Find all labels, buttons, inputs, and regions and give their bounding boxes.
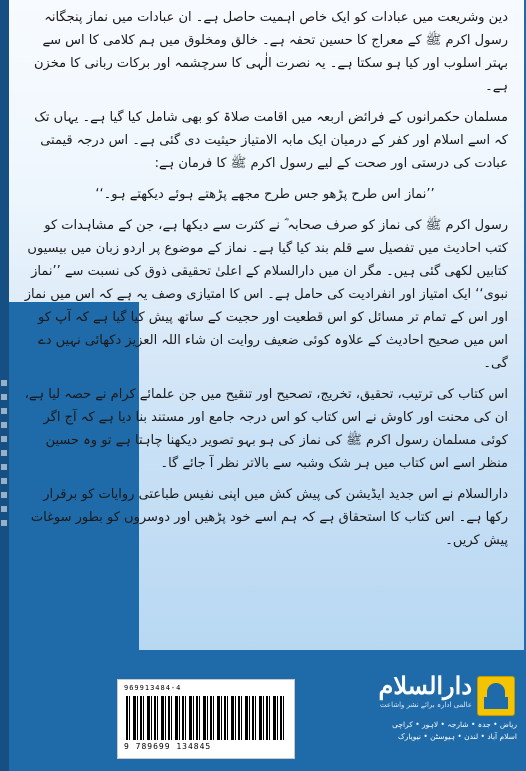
isbn-top-number: 969913484-4 [124, 684, 182, 692]
publisher-logo-icon [477, 676, 515, 716]
isbn-bottom-number: 9 789699 134845 [124, 742, 212, 751]
blurb-text [22, 6, 508, 560]
blurb-paragraph-4: اس کتاب کی ترتیب، تحقیق، تخریج، تصحیح اور تنقیح میں جن علمائے کرام نے حصہ لیا ہے، ان کی محنت اور کاوش نے اس کتاب کو اس درجہ جامع اور مستند بنا دیا ہے کہ آج اگر کوئی مسلمان رسول اکرم ﷺ کی نماز کی ہو بہو تصویر دیکھنا چاہتا ہے تو وہ حسین منظر اسے اس کتاب میں ہر شک وشبہ سے بالاتر نظر آ جائے گا۔ [24, 387, 508, 471]
cities-line-1: ریاض • جدہ • شارجہ • لاہور • کراچی [392, 720, 517, 729]
blurb-paragraph-2: مسلمان حکمرانوں کے فرائض اربعہ میں اقامت صلاۃ کو بھی شامل کیا گیا ہے۔ یہاں تک کہ اسے اسلام اور کفر کے درمیان ایک مابہ الامتیاز حیثیت دی گئی ہے۔ اس درجہ قیمتی عبادت کی درستی اور صحت کے لیے رسول اکرم ﷺ کا فرمان ہے: [34, 110, 508, 171]
publisher-name: دارالسلام [378, 671, 472, 700]
blurb-paragraph-5: دارالسلام نے اس جدید ایڈیشن کی پیش کش میں اپنی نفیس طباعتی روایات کو برقرار رکھا ہے۔ اس کتاب کا استحقاق ہے کہ ہم اسے خود پڑھیں اور دوسروں کو بطور سوغات پیش کریں۔ [30, 487, 508, 548]
mosque-dome-icon [487, 683, 505, 697]
publisher-block [330, 671, 520, 757]
book-base-icon [484, 697, 508, 709]
hadith-quote: ’’نماز اس طرح پڑھو جس طرح مجھے پڑھتے ہوئے دیکھتے ہو۔‘‘ [95, 187, 435, 202]
publisher-tagline: عالمی ادارہ برائے نشر واشاعت [380, 701, 472, 709]
isbn-barcode [117, 679, 295, 759]
barcode-bars [126, 696, 286, 740]
spine-decoration [1, 380, 7, 530]
blurb-paragraph-1: دین وشریعت میں عبادات کو ایک خاص اہمیت حاصل ہے۔ ان عبادات میں نماز پنجگانہ رسول اکرم ﷺ کے معراج کا حسین تحفہ ہے۔ خالق ومخلوق میں ہم کلامی کا اس سے بہتر اسلوب اور کیا ہو سکتا ہے۔ یہ نصرت الٰہی کا سرچشمہ اور برکات ربانی کا مخزن ہے۔ [33, 10, 508, 94]
publisher-cities [335, 719, 517, 743]
cities-line-2: اسلام آباد • لندن • ہیوسٹن • نیویارک [398, 732, 517, 741]
blurb-paragraph-3: رسول اکرم ﷺ کی نماز کو صرف صحابہ ؓ نے کثرت سے دیکھا ہے، جن کے مشاہدات کو کتب احادیث میں تفصیل سے قلم بند کیا گیا ہے۔ نماز کے موضوع پر اردو زبان میں بیسیوں کتابیں لکھی گئی ہیں۔ مگر ان میں دارالسلام کے اعلیٰ تحقیقی ذوق کی نسبت سے ’’نماز نبوی‘‘ ایک امتیاز اور انفرادیت کی حامل ہے۔ اس کا امتیازی وصف یہ ہے کہ اس میں نماز اور اس کے تمام تر مسائل کو اس قطعیت اور حجیت کے ساتھ پیش کیا گیا ہے کہ آپ کو اس میں صحیح احادیث کے علاوہ کوئی ضعیف روایت ان شاء اللہ العزیز دکھائی نہیں دے گی۔ [24, 218, 508, 371]
